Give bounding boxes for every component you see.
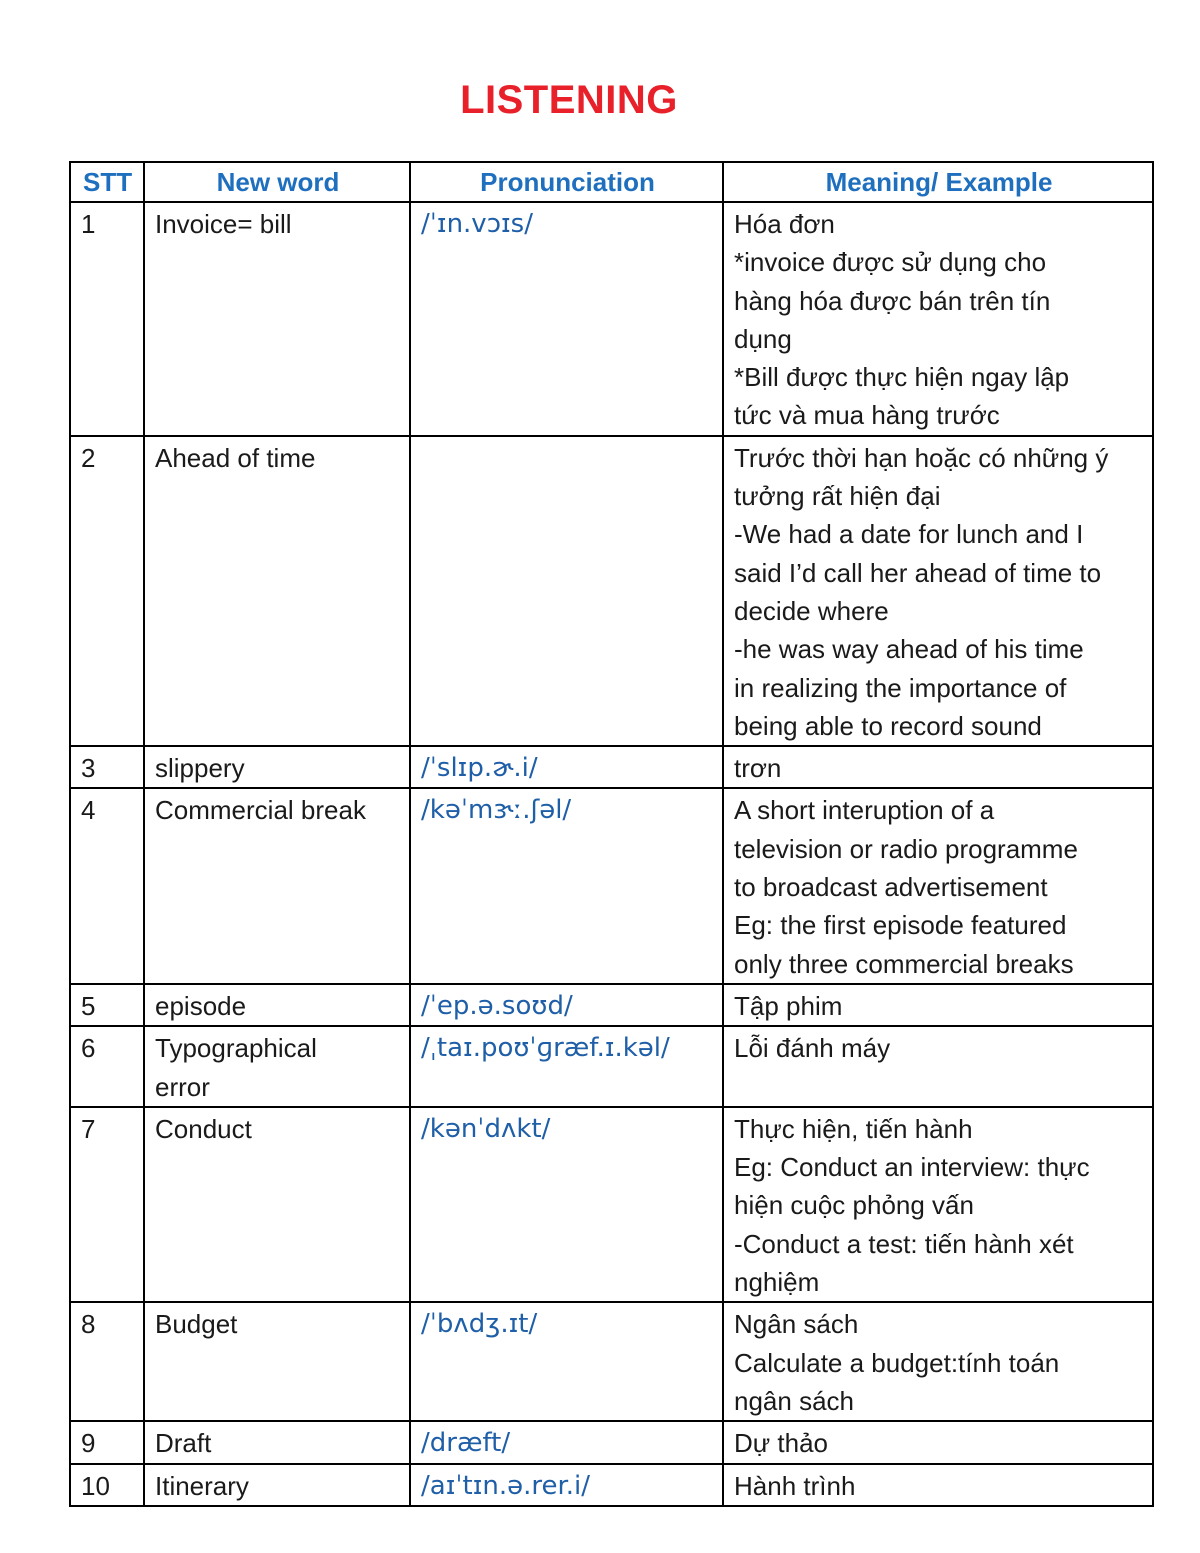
- meaning-cell: [723, 1107, 1153, 1302]
- meaning-line: tức và mua hàng trước: [734, 400, 1000, 431]
- row-number: 5: [70, 984, 144, 1026]
- new-word-cell: [144, 1421, 410, 1463]
- table-row: [70, 1107, 1153, 1302]
- meaning-cell: [723, 1421, 1153, 1463]
- meaning-line: said I’d call her ahead of time to: [734, 557, 1102, 588]
- new-word-cell: [144, 1107, 410, 1302]
- meaning-line: -he was way ahead of his time: [734, 634, 1084, 665]
- meaning-line: Ngân sách: [734, 1309, 859, 1340]
- pronunciation-text: /aɪˈtɪn.ə.rer.i/: [421, 1470, 591, 1501]
- meaning-line: -We had a date for lunch and I: [734, 519, 1084, 550]
- row-number: 10: [70, 1464, 144, 1506]
- pronunciation-text: /ˈbʌdʒ.ɪt/: [421, 1309, 538, 1340]
- table-row: [70, 1026, 1153, 1107]
- new-word-line: Typographical: [155, 1033, 317, 1064]
- new-word-line: Invoice= bill: [155, 209, 292, 239]
- new-word-cell: [144, 1464, 410, 1506]
- new-word-cell: [144, 788, 410, 983]
- pronunciation-cell: [410, 1464, 723, 1506]
- table-header-row: [70, 162, 1153, 202]
- meaning-line: A short interuption of a: [734, 795, 995, 826]
- meaning-line: ngân sách: [734, 1385, 854, 1416]
- new-word-cell: [144, 436, 410, 746]
- pronunciation-cell: [410, 1026, 723, 1107]
- pronunciation-cell: [410, 984, 723, 1026]
- table-row: [70, 1421, 1153, 1463]
- pronunciation-text: /ˈɪn.vɔɪs/: [421, 209, 533, 239]
- meaning-line: hàng hóa được bán trên tín: [734, 285, 1051, 316]
- header-stt: STT: [70, 162, 144, 202]
- pronunciation-text: /ˈep.ə.soʊd/: [421, 990, 573, 1021]
- pronunciation-cell: [410, 202, 723, 436]
- row-number: 7: [70, 1107, 144, 1302]
- meaning-line: television or radio programme: [734, 833, 1078, 864]
- meaning-cell: [723, 788, 1153, 983]
- meaning-cell: [723, 984, 1153, 1026]
- meaning-cell: [723, 1464, 1153, 1506]
- table-row: [70, 436, 1153, 746]
- new-word-cell: [144, 1026, 410, 1107]
- meaning-cell: [723, 436, 1153, 746]
- row-number: 1: [70, 202, 144, 436]
- pronunciation-cell: [410, 788, 723, 983]
- pronunciation-text: /dræft/: [421, 1428, 511, 1459]
- vocabulary-table: [69, 161, 1154, 1507]
- pronunciation-text: /kənˈdʌkt/: [421, 1113, 551, 1144]
- meaning-line: -Conduct a test: tiến hành xét: [734, 1228, 1074, 1259]
- meaning-line: decide where: [734, 595, 889, 626]
- pronunciation-cell: [410, 746, 723, 788]
- row-number: 3: [70, 746, 144, 788]
- new-word-line: Ahead of time: [155, 442, 316, 473]
- header-pronunciation: Pronunciation: [410, 162, 723, 202]
- new-word-line: Conduct: [155, 1113, 252, 1144]
- pronunciation-cell: [410, 1302, 723, 1421]
- new-word-cell: [144, 202, 410, 436]
- table-body: [70, 202, 1153, 1506]
- meaning-line: Eg: Conduct an interview: thực: [734, 1152, 1090, 1183]
- new-word-line: error: [155, 1071, 210, 1102]
- meaning-line: Hóa đơn: [734, 209, 835, 239]
- new-word-cell: [144, 746, 410, 788]
- meaning-line: Dự thảo: [734, 1428, 829, 1459]
- meaning-line: Eg: the first episode featured: [734, 910, 1067, 941]
- meaning-line: Calculate a budget:tính toán: [734, 1347, 1060, 1378]
- meaning-cell: [723, 202, 1153, 436]
- row-number: 9: [70, 1421, 144, 1463]
- meaning-line: trơn: [734, 753, 782, 784]
- table-row: [70, 984, 1153, 1026]
- new-word-line: slippery: [155, 753, 245, 784]
- meaning-line: to broadcast advertisement: [734, 872, 1048, 903]
- pronunciation-text: /ˌtaɪ.poʊˈɡræf.ɪ.kəl/: [421, 1033, 670, 1064]
- pronunciation-cell: [410, 436, 723, 746]
- new-word-line: Itinerary: [155, 1470, 249, 1501]
- table-row: [70, 788, 1153, 983]
- meaning-line: Trước thời hạn hoặc có những ý: [734, 442, 1109, 473]
- table-row: [70, 1302, 1153, 1421]
- header-meaning: Meaning/ Example: [723, 162, 1153, 202]
- row-number: 6: [70, 1026, 144, 1107]
- meaning-line: being able to record sound: [734, 710, 1042, 741]
- meaning-line: Thực hiện, tiến hành: [734, 1113, 973, 1144]
- meaning-line: Lỗi đánh máy: [734, 1033, 891, 1064]
- new-word-line: Budget: [155, 1309, 238, 1340]
- meaning-line: dụng: [734, 323, 792, 354]
- meaning-line: nghiệm: [734, 1267, 820, 1298]
- meaning-line: Hành trình: [734, 1470, 856, 1501]
- new-word-line: Commercial break: [155, 795, 366, 826]
- pronunciation-cell: [410, 1421, 723, 1463]
- new-word-line: Draft: [155, 1428, 212, 1459]
- pronunciation-text: /ˈslɪp.ɚ.i/: [421, 753, 538, 784]
- meaning-line: Tập phim: [734, 990, 843, 1021]
- meaning-line: *Bill được thực hiện ngay lập: [734, 362, 1070, 393]
- row-number: 2: [70, 436, 144, 746]
- table-row: [70, 1464, 1153, 1506]
- pronunciation-cell: [410, 1107, 723, 1302]
- table-row: [70, 746, 1153, 788]
- new-word-cell: [144, 1302, 410, 1421]
- meaning-line: *invoice được sử dụng cho: [734, 247, 1047, 278]
- row-number: 4: [70, 788, 144, 983]
- meaning-line: only three commercial breaks: [734, 948, 1074, 979]
- table-row: [70, 202, 1153, 436]
- new-word-line: episode: [155, 990, 247, 1021]
- meaning-line: in realizing the importance of: [734, 672, 1067, 703]
- new-word-cell: [144, 984, 410, 1026]
- meaning-cell: [723, 1026, 1153, 1107]
- meaning-cell: [723, 746, 1153, 788]
- row-number: 8: [70, 1302, 144, 1421]
- page-title: LISTENING: [460, 78, 678, 122]
- pronunciation-text: /kəˈmɝː.ʃəl/: [421, 795, 572, 826]
- meaning-cell: [723, 1302, 1153, 1421]
- meaning-line: tưởng rất hiện đại: [734, 481, 941, 512]
- meaning-line: hiện cuộc phỏng vấn: [734, 1190, 974, 1221]
- header-new-word: New word: [144, 162, 410, 202]
